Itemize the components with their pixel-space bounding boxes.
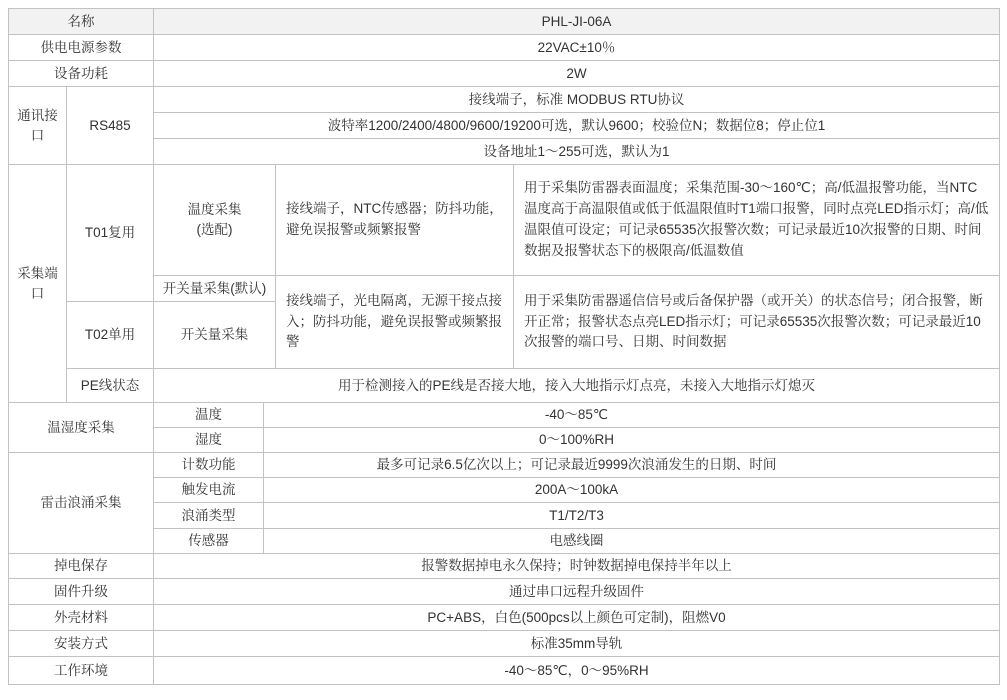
sensor-label: 传感器	[154, 529, 264, 554]
switch-default-label: 开关量采集(默认)	[154, 276, 276, 302]
row-pe-status	[9, 369, 1000, 403]
row-operating-env	[9, 657, 1000, 685]
pe-desc: 用于检测接入的PE线是否接大地，接入大地指示灯点亮，未接入大地指示灯熄灭	[154, 369, 1000, 403]
comm-terminal-value: 接线端子，标准 MODBUS RTU协议	[154, 87, 1000, 113]
comm-port-label: RS485	[67, 87, 154, 165]
temp-spec: 接线端子，NTC传感器；防抖功能，避免误报警或频繁报警	[276, 165, 514, 276]
row-name	[9, 9, 1000, 35]
surge-count-label: 计数功能	[154, 453, 264, 478]
surge-type-value: T1/T2/T3	[264, 503, 1000, 529]
temp-mode-label	[154, 165, 276, 276]
sensor-value: 电感线圈	[264, 529, 1000, 554]
surge-count-value: 最多可记录6.5亿次以上；可记录最近9999次浪涌发生的日期、时间	[264, 453, 1000, 478]
row-sensor	[9, 529, 1000, 554]
trigger-current-value: 200A～100kA	[264, 478, 1000, 503]
row-firmware-upgrade	[9, 579, 1000, 605]
firmware-upgrade-value: 通过串口远程升级固件	[154, 579, 1000, 605]
row-trigger-current	[9, 478, 1000, 503]
temperature-label: 温度	[154, 403, 264, 428]
surge-type-label: 浪涌类型	[154, 503, 264, 529]
t02-label: T02单用	[67, 302, 154, 369]
row-comm-address	[9, 139, 1000, 165]
operating-env-value: -40～85℃，0～95%RH	[154, 657, 1000, 685]
row-comm-baud	[9, 113, 1000, 139]
power-consumption-label: 设备功耗	[9, 61, 154, 87]
switch-desc: 用于采集防雷器遥信信号或后备保护器（或开关）的状态信号；闭合报警，断开正常；报警状态点亮LED指示灯；可记录65535次报警次数；可记录最近10次报警的端口号、日期、时间数据	[514, 276, 1000, 369]
row-t01-switch-default	[9, 276, 1000, 302]
switch-mode-label: 开关量采集	[154, 302, 276, 369]
pe-label: PE线状态	[67, 369, 154, 403]
name-label: 名称	[9, 9, 154, 35]
power-supply-value: 22VAC±10％	[154, 35, 1000, 61]
row-power-loss-save	[9, 554, 1000, 579]
firmware-upgrade-label: 固件升级	[9, 579, 154, 605]
comm-group-label: 通讯接口	[9, 87, 67, 165]
power-consumption-value: 2W	[154, 61, 1000, 87]
spec-table	[8, 8, 1000, 685]
model-value: PHL-JI-06A	[154, 9, 1000, 35]
comm-baud-value: 波特率1200/2400/4800/9600/19200可选，默认9600；校验位N；数据位8；停止位1	[154, 113, 1000, 139]
temp-humidity-group-label: 温湿度采集	[9, 403, 154, 453]
humidity-label: 湿度	[154, 428, 264, 453]
shell-material-label: 外壳材料	[9, 605, 154, 631]
temp-desc: 用于采集防雷器表面温度；采集范围-30～160℃；高/低温报警功能，当NTC温度高于高温限值或低于低温限值时T1端口报警，同时点亮LED指示灯；高/低温限值可设定；可记录65535次报警次数；可记录最近10次报警的日期、时间数据及报警状态下的极限高/低温数值	[514, 165, 1000, 276]
humidity-value: 0～100%RH	[264, 428, 1000, 453]
row-power-consumption	[9, 61, 1000, 87]
row-temperature	[9, 403, 1000, 428]
row-humidity	[9, 428, 1000, 453]
operating-env-label: 工作环境	[9, 657, 154, 685]
temp-mode-line2: (选配)	[196, 222, 233, 237]
row-t01-temperature	[9, 165, 1000, 276]
power-loss-save-value: 报警数据掉电永久保持；时钟数据掉电保持半年以上	[154, 554, 1000, 579]
mounting-value: 标准35mm导轨	[154, 631, 1000, 657]
power-supply-label: 供电电源参数	[9, 35, 154, 61]
row-power-supply	[9, 35, 1000, 61]
ports-group-label: 采集端口	[9, 165, 67, 403]
row-shell-material	[9, 605, 1000, 631]
temperature-value: -40～85℃	[264, 403, 1000, 428]
temp-mode-line1: 温度采集	[187, 202, 242, 218]
switch-spec: 接线端子，光电隔离，无源干接点接入；防抖功能，避免误报警或频繁报警	[276, 276, 514, 369]
comm-address-value: 设备地址1～255可选，默认为1	[154, 139, 1000, 165]
shell-material-value: PC+ABS，白色(500pcs以上颜色可定制)，阻燃V0	[154, 605, 1000, 631]
row-mounting	[9, 631, 1000, 657]
surge-group-label: 雷击浪涌采集	[9, 453, 154, 554]
trigger-current-label: 触发电流	[154, 478, 264, 503]
row-surge-type	[9, 503, 1000, 529]
mounting-label: 安装方式	[9, 631, 154, 657]
row-comm-terminal	[9, 87, 1000, 113]
power-loss-save-label: 掉电保存	[9, 554, 154, 579]
row-surge-count	[9, 453, 1000, 478]
t01-label: T01复用	[67, 165, 154, 302]
